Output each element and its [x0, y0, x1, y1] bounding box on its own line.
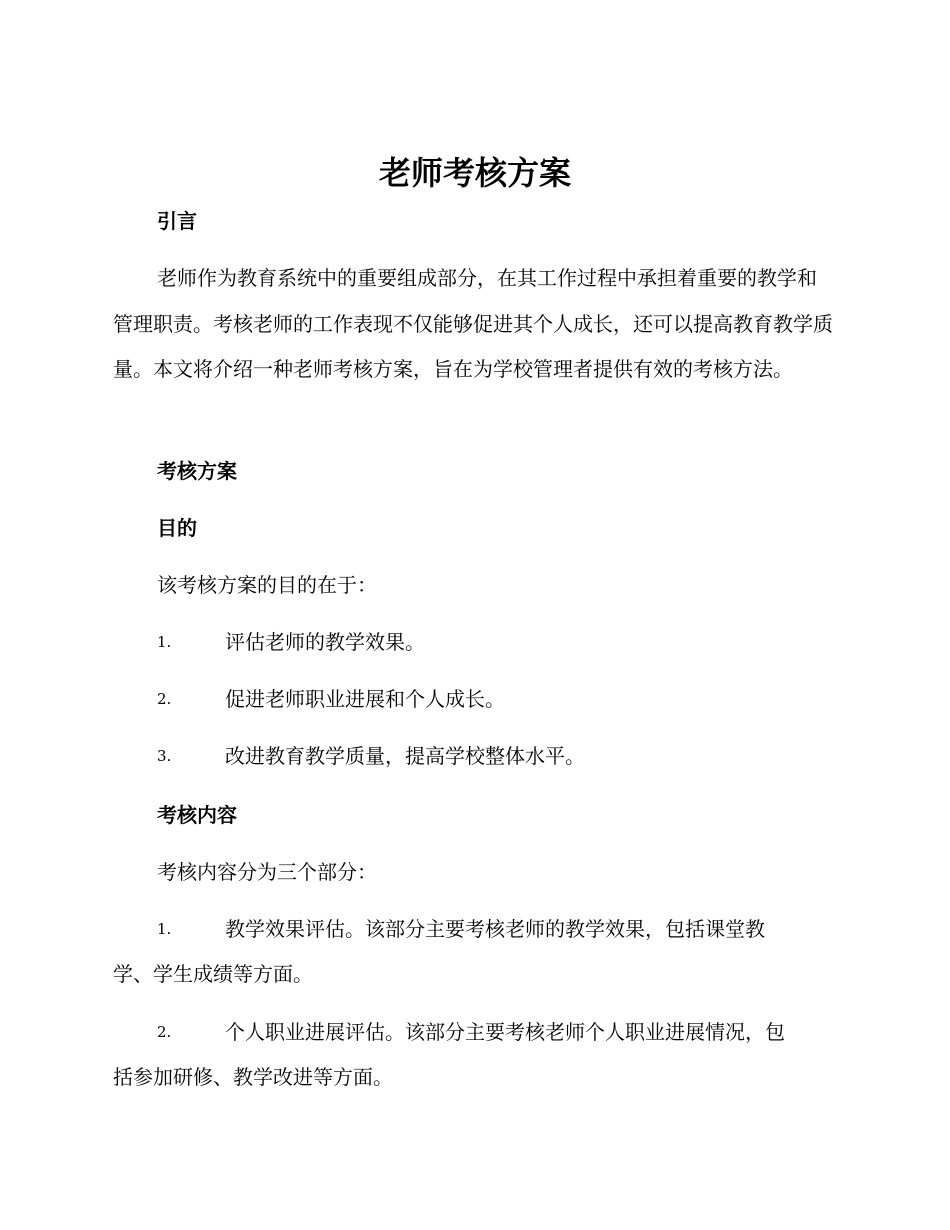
intro-heading: 引言 — [157, 209, 197, 233]
content-list-item — [113, 1010, 833, 1100]
list-item-text: 促进老师职业进展和个人成长。 — [225, 687, 505, 711]
purpose-list-item — [113, 620, 833, 665]
content-list-item — [113, 907, 833, 997]
list-item-text-continued: 括参加研修、教学改进等方面。 — [113, 1065, 393, 1089]
document-title: 老师考核方案 — [378, 154, 571, 192]
purpose-heading: 目的 — [157, 516, 197, 540]
list-number: 3. — [157, 747, 172, 765]
list-number: 2. — [157, 1023, 172, 1041]
list-item-text: 个人职业进展评估。该部分主要考核老师个人职业进展情况，包 — [225, 1020, 785, 1044]
list-number: 1. — [157, 920, 172, 938]
list-item-text: 改进教育教学质量，提高学校整体水平。 — [225, 744, 585, 768]
list-item-text: 教学效果评估。该部分主要考核老师的教学效果，包括课堂教 — [225, 917, 765, 941]
content-lead: 考核内容分为三个部分： — [157, 860, 377, 884]
intro-paragraph: 老师作为教育系统中的重要组成部分，在其工作过程中承担着重要的教学和管理职责。考核老师的工作表现不仅能够促进其个人成长，还可以提高教育教学质量。本文将介绍一种老师考核方案，旨在为学校管理者提供有效的考核方法。 — [113, 266, 833, 381]
list-number: 1. — [157, 633, 172, 651]
content-heading: 考核内容 — [157, 803, 237, 827]
purpose-list-item — [113, 677, 833, 722]
list-number: 2. — [157, 690, 172, 708]
purpose-lead: 该考核方案的目的在于： — [157, 573, 377, 597]
plan-heading: 考核方案 — [157, 459, 237, 483]
purpose-list-item — [113, 734, 833, 779]
list-item-text-continued: 学、学生成绩等方面。 — [113, 962, 313, 986]
list-item-text: 评估老师的教学效果。 — [225, 630, 425, 654]
